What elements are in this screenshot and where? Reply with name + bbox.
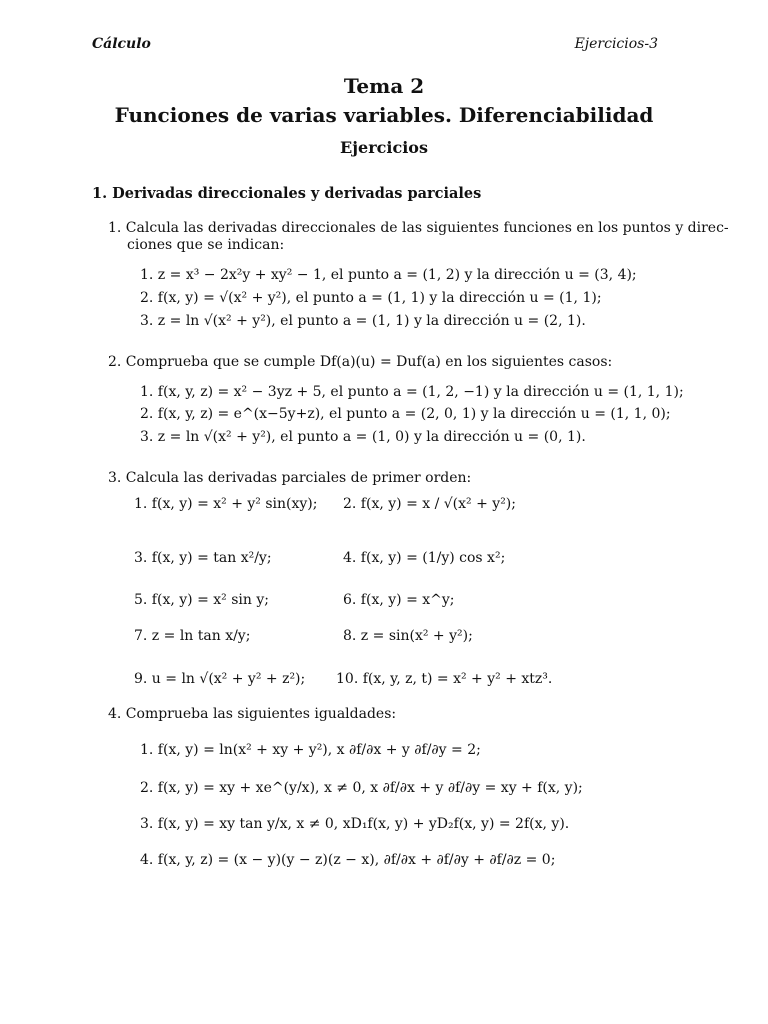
ex1-item: 2. f(x, y) = √(x² + y²), el punto a = (1, 1) y la dirección u = (1, 1); <box>140 290 602 306</box>
ex2-intro: 2. Comprueba que se cumple Df(a)(u) = Duf(a) en los siguientes casos: <box>108 354 613 370</box>
ex3-item: 7. z = ln tan x/y; <box>134 628 251 644</box>
ex2-item: 2. f(x, y, z) = e^(x−5y+z), el punto a = (2, 0, 1) y la dirección u = (1, 1, 0); <box>140 406 671 422</box>
ex4-item: 1. f(x, y) = ln(x² + xy + y²), x ∂f/∂x + y ∂f/∂y = 2; <box>140 742 481 758</box>
ex2-item: 1. f(x, y, z) = x² − 3yz + 5, el punto a = (1, 2, −1) y la dirección u = (1, 1, 1); <box>140 384 684 400</box>
ex3-item: 1. f(x, y) = x² + y² sin(xy); <box>134 496 318 512</box>
title-topic: Tema 2 <box>343 74 425 98</box>
ex1-item: 3. z = ln √(x² + y²), el punto a = (1, 1) y la dirección u = (2, 1). <box>140 313 586 329</box>
ex1-intro-1: 1. Calcula las derivadas direccionales de las siguientes funciones en los puntos y direc- <box>108 220 729 236</box>
ex4-item: 4. f(x, y, z) = (x − y)(y − z)(z − x), ∂f/∂x + ∂f/∂y + ∂f/∂z = 0; <box>140 852 556 868</box>
section-heading: 1. Derivadas direccionales y derivadas parciales <box>92 185 482 202</box>
title-sub: Ejercicios <box>340 138 428 157</box>
ex4-item: 2. f(x, y) = xy + xe^(y/x), x ≠ 0, x ∂f/∂x + y ∂f/∂y = xy + f(x, y); <box>140 780 583 796</box>
header-course: Cálculo <box>92 36 151 52</box>
ex3-item: 3. f(x, y) = tan x²/y; <box>134 550 272 566</box>
ex3-item: 2. f(x, y) = x / √(x² + y²); <box>343 496 516 512</box>
ex1-item: 1. z = x³ − 2x²y + xy² − 1, el punto a = (1, 2) y la dirección u = (3, 4); <box>140 267 637 283</box>
ex3-item: 5. f(x, y) = x² sin y; <box>134 592 269 608</box>
header-sheet: Ejercicios-3 <box>574 36 658 52</box>
ex1-intro-2: ciones que se indican: <box>127 237 285 253</box>
ex3-item: 8. z = sin(x² + y²); <box>343 628 473 644</box>
ex3-item: 6. f(x, y) = x^y; <box>343 592 455 608</box>
ex3-item: 9. u = ln √(x² + y² + z²); <box>134 671 306 687</box>
ex4-item: 3. f(x, y) = xy tan y/x, x ≠ 0, xD₁f(x, y) + yD₂f(x, y) = 2f(x, y). <box>140 816 570 832</box>
ex3-intro: 3. Calcula las derivadas parciales de primer orden: <box>108 470 472 486</box>
ex3-item: 4. f(x, y) = (1/y) cos x²; <box>343 550 506 566</box>
title-main: Funciones de varias variables. Diferenciabilidad <box>114 103 654 127</box>
ex4-intro: 4. Comprueba las siguientes igualdades: <box>108 706 397 722</box>
ex2-item: 3. z = ln √(x² + y²), el punto a = (1, 0) y la dirección u = (0, 1). <box>140 429 586 445</box>
ex3-item: 10. f(x, y, z, t) = x² + y² + xtz³. <box>336 671 553 687</box>
